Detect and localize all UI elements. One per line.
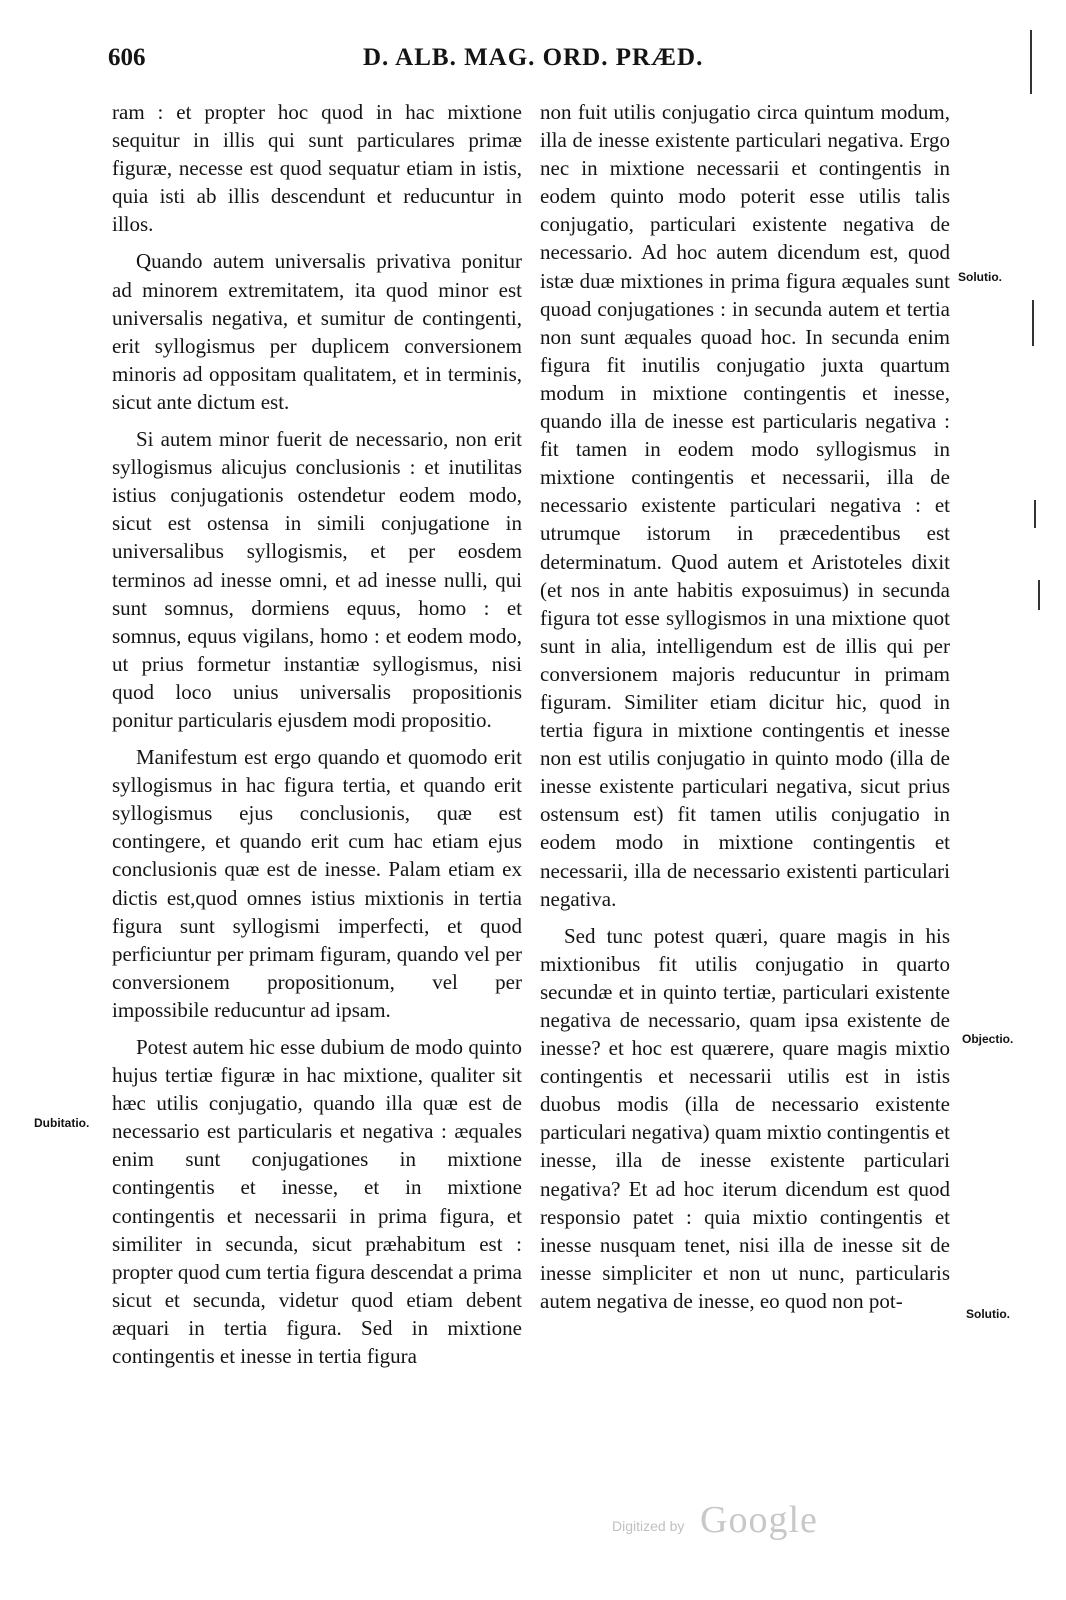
page-number: 606	[108, 44, 146, 71]
google-logo: Google	[700, 1499, 818, 1541]
paragraph: non fuit utilis conjugatio circa quintum modum, illa de inesse existente particulari negativa. Ergo nec in mixtione necessarii et contingentis in eodem quinto modo poterit esse utilis talis conjugatio, particulari existente negativa de necessario. Ad hoc autem dicendum est, quod istæ duæ mixtiones in prima figura æquales sunt quoad conjugationes : in secunda autem et tertia non sunt æquales quoad hoc. In secunda enim figura fit inutilis conjugatio juxta quartum modum in mixtione contingentis et inesse, quando illa de inesse est particularis negativa : fit tamen in eodem modo syllogismus in mixtione contingentis et necessarii, illa de necessario existente particulari negativa : et utrumque istorum in præcedentibus est determinatum. Quod autem et Aristoteles dixit (et nos in ante habitis exposuimus) in secunda figura tot esse syllogismos in una mixtione quot sunt in alia, intelligendum est de illis qui per conversionem majoris reducuntur in primam figuram. Similiter etiam dicitur hic, quod in tertia figura in mixtione contingentis et inesse non est utilis conjugatio in quinto modo (illa de inesse existente particulari negativa, sicut prius ostensum est) fit tamen utilis conjugatio in eodem modo in mixtione contingentis et necessarii, illa de necessario existenti particulari negativa.	[540, 100, 950, 911]
paragraph: Si autem minor fuerit de necessario, non erit syllogismus alicujus conclusionis : et inutilitas istius conjugationis ostendetur eodem modo, sicut est ostensa in simili conjugatione in universalibus syllogismis, et per eosdem terminos ad inesse omni, et ad inesse nulli, qui sunt somnus, dormiens equus, homo : et somnus, equus vigilans, homo : et eodem modo, ut prius formetur instantiæ syllogismus, nisi quod loco unius universalis propositionis ponitur particularis ejusdem modi propositio.	[112, 427, 522, 732]
marginal-note-objectio: Objectio.	[962, 1032, 1014, 1046]
right-column	[540, 98, 950, 1324]
paragraph: Sed tunc potest quæri, quare magis in his mixtionibus fit utilis conjugatio in quarto secundæ et in quinto tertiæ, particulari existente negativa de necessario, quam ipsa existente de inesse? et hoc est quærere, quare magis mixtio contingentis et necessarii utilis est in istis duobus modis (illa de necessario existente particulari negativa) quam mixtio contingentis et inesse, illa de inesse existente particulari negativa? Et ad hoc iterum dicendum est quod responsio patet : quia mixtio contingentis et inesse nusquam tenet, nisi illa de inesse sit de inesse simpliciter et non ut nunc, particularis autem negativa de inesse, eo quod non pot-	[540, 923, 950, 1313]
running-head: D. ALB. MAG. ORD. PRÆD.	[363, 44, 704, 71]
paragraph: Potest autem hic esse dubium de modo quinto hujus tertiæ figuræ in hac mixtione, qualiter sit hæc utilis conjugatio, quando illa quæ est de necessario est particularis et negativa : æquales enim sunt conjugationes in mixtione contingentis et inesse, et in mixtione contingentis et necessarii in prima figura, et similiter in secunda, sicut præhabitum est : propter quod cum tertia figura descendat a prima sicut et secunda, videtur quod etiam debent æquari in tertia figura. Sed in mixtione contingentis et inesse in tertia figura	[112, 1035, 522, 1369]
paragraph: Manifestum est ergo quando et quomodo erit syllogismus in hac figura tertia, et quando erit syllogismus ejus conclusionis, quæ est contingere, et quando erit cum hac etiam ejus conclusionis quæ est de inesse. Palam etiam ex dictis est,quod omnes istius mixtionis in tertia figura sunt syllogismi imperfecti, et quod perficiuntur per primam figuram, quando vel per conversionem propositionum, vel per impossibile reducuntur ad ipsam.	[112, 745, 522, 1022]
page-header	[108, 44, 950, 84]
scan-edge-mark	[1030, 30, 1032, 94]
scan-edge-mark	[1034, 500, 1036, 528]
scan-edge-mark	[1038, 580, 1040, 610]
digitized-watermark	[612, 1498, 932, 1548]
marginal-note-solutio: Solutio.	[966, 1307, 1010, 1321]
paragraph: Quando autem universalis privativa ponitur ad minorem extremitatem, ita quod minor est universalis negativa, et sumitur de contingenti, erit syllogismus per duplicem conversionem minoris ad oppositam qualitatem, et in terminis, sicut ante dictum est.	[112, 249, 522, 414]
left-column	[112, 98, 522, 1379]
digitized-by-text: Digitized by	[612, 1518, 685, 1534]
marginal-note-dubitatio: Dubitatio.	[34, 1116, 90, 1130]
marginal-note-solutio: Solutio.	[958, 270, 1002, 284]
scan-edge-mark	[1032, 300, 1034, 346]
paragraph: ram : et propter hoc quod in hac mixtione sequitur in illis qui sunt particulares primæ figuræ, necesse est quod sequatur etiam in istis, quia isti ab illis descendunt et reducuntur in illos.	[112, 100, 522, 237]
